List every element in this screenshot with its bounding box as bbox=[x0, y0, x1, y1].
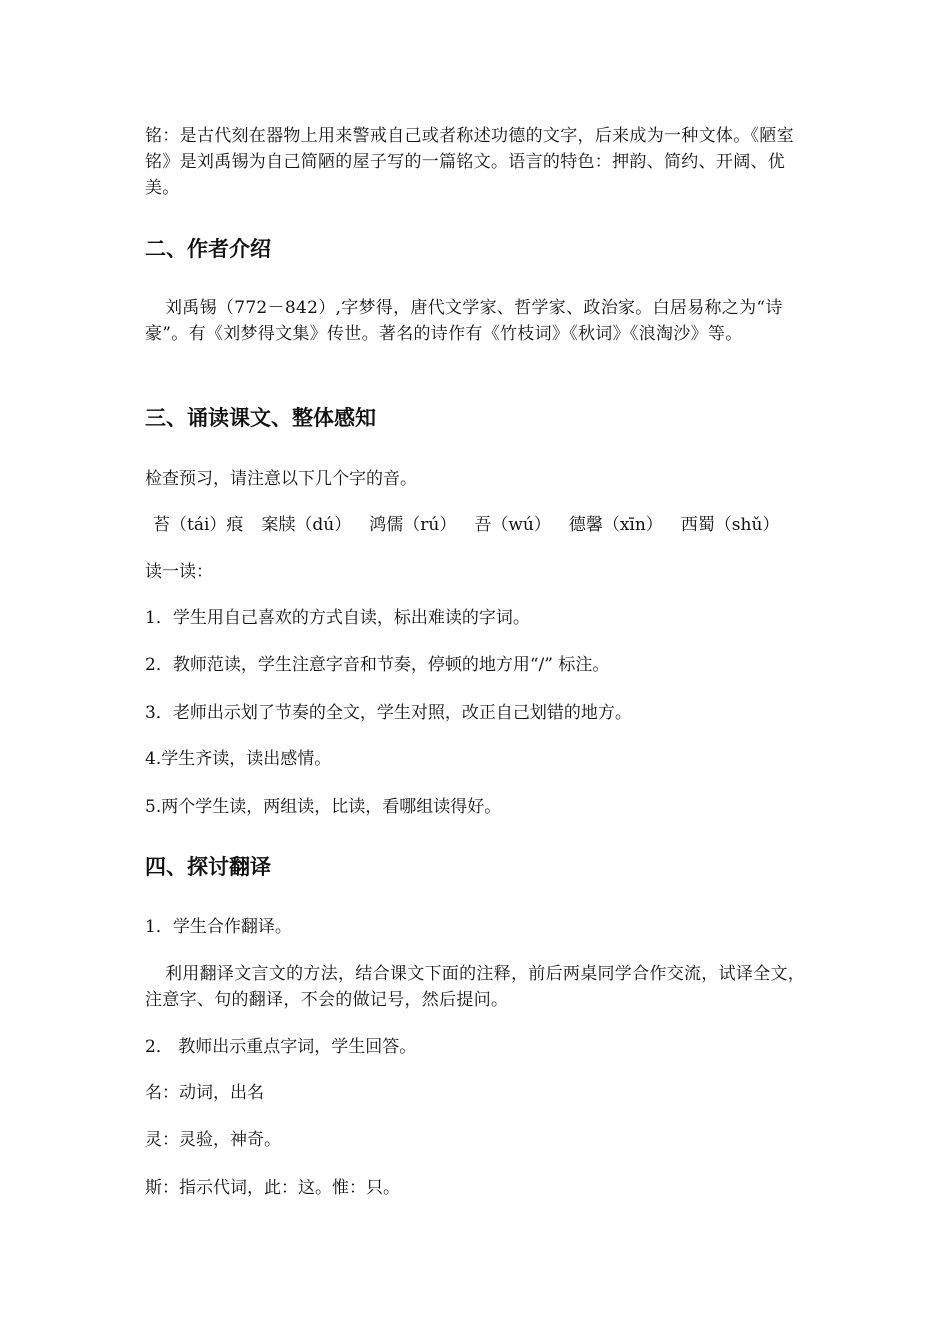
translation-step-1: 1．学生合作翻译。 bbox=[145, 917, 292, 937]
reading-step: 4.学生齐读，读出感情。 bbox=[145, 749, 332, 769]
translation-step-1-description: 利用翻译文言文的方法，结合课文下面的注释，前后两桌同学合作交流，试译全文，注意字、句的翻译，不会的做记号，然后提问。 bbox=[145, 964, 806, 1010]
pinyin-list bbox=[153, 512, 818, 538]
section-heading-translation: 四、探讨翻译 bbox=[145, 855, 271, 879]
key-word-item: 斯：指示代词，此：这。惟：只。 bbox=[145, 1178, 400, 1198]
reading-step: 5.两个学生读，两组读，比读，看哪组读得好。 bbox=[145, 797, 502, 817]
intro-paragraph: 铭：是古代刻在器物上用来警戒自己或者称述功德的文字，后来成为一种文体。《陋室铭》是刘禹锡为自己简陋的屋子写的一篇铭文。语言的特色：押韵、简约、开阔、优美。 bbox=[145, 126, 794, 198]
section-heading-reading: 三、诵读课文、整体感知 bbox=[145, 406, 376, 430]
read-label: 读一读： bbox=[145, 562, 213, 582]
pinyin-item: 苔（tái）痕 bbox=[153, 515, 244, 535]
author-paragraph: 刘禹锡（772－842）,字梦得，唐代文学家、哲学家、政治家。白居易称之为“诗豪”。有《刘梦得文集》传世。著名的诗作有《竹枝词》《秋词》《浪淘沙》等。 bbox=[145, 298, 783, 344]
pinyin-item: 案牍（dú） bbox=[261, 515, 352, 535]
translation-step-2: 2． 教师出示重点字词，学生回答。 bbox=[145, 1037, 417, 1057]
pinyin-item: 鸿儒（rú） bbox=[369, 515, 457, 535]
section-heading-author: 二、作者介绍 bbox=[145, 237, 271, 261]
key-word-item: 名：动词，出名 bbox=[145, 1083, 264, 1103]
check-preview-line: 检查预习，请注意以下几个字的音。 bbox=[145, 469, 417, 489]
pinyin-item: 德馨（xīn） bbox=[568, 515, 663, 535]
reading-step: 3．老师出示划了节奏的全文，学生对照，改正自己划错的地方。 bbox=[145, 703, 632, 723]
key-word-item: 灵：灵验，神奇。 bbox=[145, 1130, 281, 1150]
reading-step: 2．教师范读，学生注意字音和节奏，停顿的地方用“/” 标注。 bbox=[145, 655, 610, 675]
reading-step: 1．学生用自己喜欢的方式自读，标出难读的字词。 bbox=[145, 608, 530, 628]
pinyin-item: 吾（wú） bbox=[474, 515, 551, 535]
pinyin-item: 西蜀（shǔ） bbox=[680, 515, 780, 535]
